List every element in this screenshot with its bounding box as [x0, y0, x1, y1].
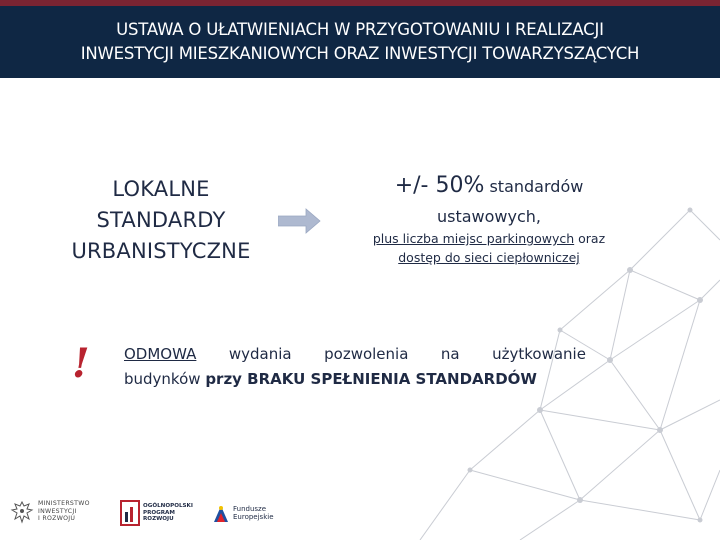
local-standards-label [50, 174, 272, 267]
note-line-2 [124, 367, 586, 392]
program-emblem-icon [120, 500, 140, 526]
funds-line-1: Fundusze [233, 505, 267, 513]
program-line-3: ROZWOJU [143, 516, 174, 523]
statutory-word: ustawowych, [436, 207, 541, 226]
percent-line [334, 168, 644, 205]
program-line-1: OGÓLNOPOLSKI [143, 503, 193, 510]
left-line-2: STANDARDY [96, 208, 226, 232]
percent-value: +/- 50% [394, 173, 485, 198]
heating-line [334, 248, 644, 267]
parking-line [334, 229, 644, 248]
left-line-1: LOKALNE [112, 177, 210, 201]
standards-description [334, 168, 644, 267]
ministry-line-2: INWESTYCJI [38, 507, 77, 515]
ministry-text [38, 500, 90, 523]
note-word-3: pozwolenia [324, 345, 409, 363]
program-logo [120, 500, 193, 526]
parking-rest: oraz [574, 231, 606, 246]
note-line-1 [124, 342, 586, 367]
note-word-refusal: ODMOWA [124, 345, 197, 363]
eu-funds-logo [212, 502, 274, 524]
left-line-3: URBANISTYCZNE [71, 239, 251, 263]
note-word-4: na [440, 345, 460, 363]
ministry-line-3: I ROZWOJU [38, 515, 76, 522]
ministry-logo [10, 500, 90, 526]
title-line-1: USTAWA O UŁATWIENIACH W PRZYGOTOWANIU I REALIZACJI [116, 20, 604, 39]
note-plain: budynków [124, 370, 206, 388]
refusal-note [124, 342, 586, 392]
eu-funds-icon [212, 502, 230, 524]
exclamation-icon: ! [72, 340, 90, 387]
program-line-2: PROGRAM [143, 509, 175, 516]
note-word-2: wydania [228, 345, 292, 363]
footer-logos [0, 490, 300, 540]
standards-word: standardów [489, 177, 584, 196]
eu-funds-text [233, 505, 274, 521]
note-word-5: użytkowanie [492, 345, 586, 363]
title-line-2: INWESTYCJI MIESZKANIOWYCH ORAZ INWESTYCJI TOWARZYSZĄCYCH [80, 44, 640, 63]
parking-underlined: plus liczba miejsc parkingowych [372, 231, 575, 246]
arrow-right-icon [278, 208, 322, 234]
heating-underlined: dostęp do sieci ciepłowniczej [398, 250, 580, 265]
funds-line-2: Europejskie [233, 513, 274, 521]
slide-title [0, 6, 720, 78]
ministry-line-1: MINISTERSTWO [38, 500, 90, 507]
note-bold: przy BRAKU SPEŁNIENIA STANDARDÓW [205, 370, 537, 388]
program-text [143, 503, 193, 523]
eagle-emblem-icon [10, 500, 34, 526]
